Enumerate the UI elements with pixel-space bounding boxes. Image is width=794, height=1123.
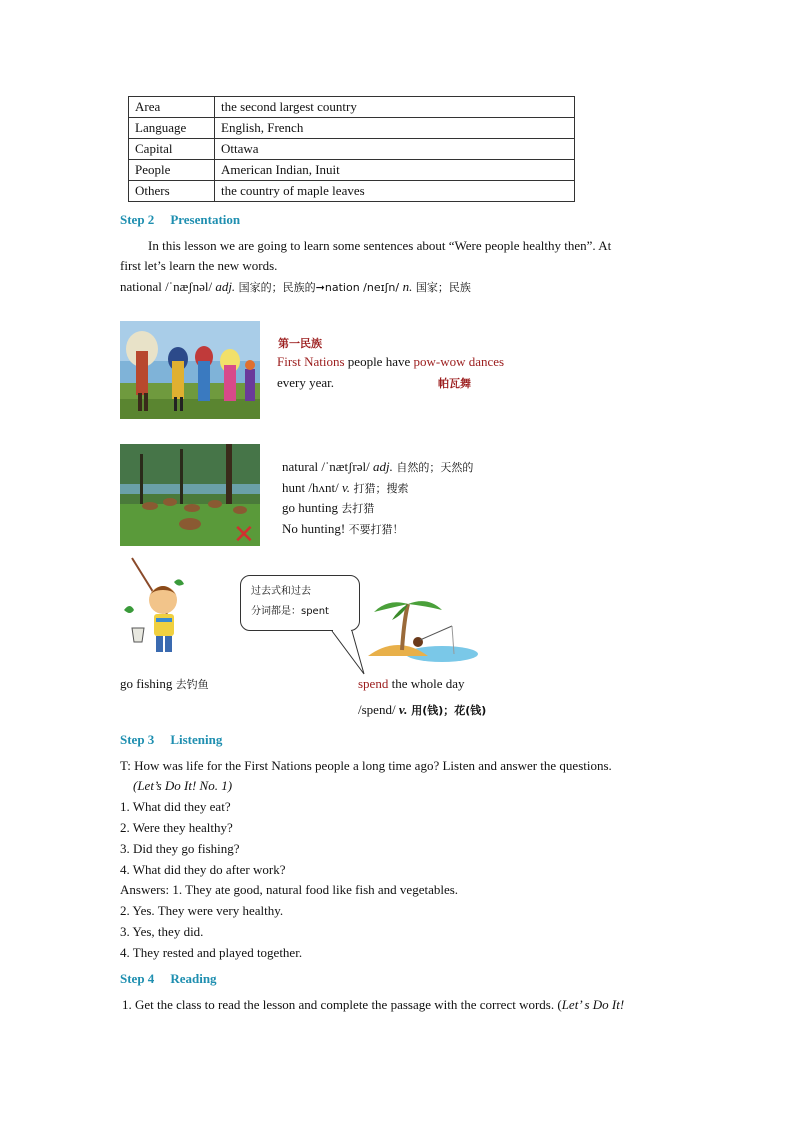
- powwow-zh: 帕瓦舞: [438, 377, 471, 390]
- table-cell-key: People: [129, 160, 215, 181]
- step3-question-ref: (Let’s Do It! No. 1): [133, 778, 233, 793]
- vocab-no-hunting-zh: 不要打猎！: [348, 523, 404, 536]
- step4-instruction: [122, 997, 624, 1013]
- vocab-natural-pos: adj.: [372, 459, 393, 474]
- table-row: [129, 139, 575, 160]
- vocab-go-hunting-zh: 去打猎: [341, 502, 375, 515]
- speech-bubble: [240, 575, 360, 631]
- vocab-national-en: national /ˈnæʃnəl/: [120, 279, 216, 294]
- vocab-go-hunting: [282, 500, 374, 516]
- first-nations-line2: every year.: [277, 375, 335, 390]
- step2-title: Presentation: [170, 212, 241, 227]
- vocab-national-zh: 国家的；民族的➞nation /neɪʃn/: [235, 281, 403, 294]
- table-cell-value: English, French: [215, 118, 575, 139]
- question-2: 2. Were they healthy?: [120, 820, 233, 835]
- table-cell-value: American Indian, Inuit: [215, 160, 575, 181]
- vocab-spend-word: spend: [358, 676, 389, 691]
- vocab-spend-def: [358, 702, 486, 718]
- table-row: [129, 118, 575, 139]
- island-fishing-illustration: [362, 596, 480, 664]
- table-row: [129, 160, 575, 181]
- table-cell-key: Area: [129, 97, 215, 118]
- vocab-spend-rest: the whole day: [388, 676, 465, 691]
- first-nations-connector: people have: [344, 354, 414, 369]
- table-cell-key: Others: [129, 181, 215, 202]
- table-row: [129, 181, 575, 202]
- vocab-nation-pos: n.: [402, 279, 413, 294]
- answer-3: 3. Yes, they did.: [120, 924, 204, 939]
- step3-question: T: How was life for the First Nations people a long time ago? Listen and answer the questions.: [120, 758, 612, 773]
- vocab-hunt-en: hunt /hʌnt/: [282, 480, 342, 495]
- first-nations-zh: 第一民族: [278, 337, 322, 350]
- first-nations-term: First Nations: [277, 354, 345, 369]
- vocab-no-hunting: [282, 521, 403, 537]
- vocab-hunt: [282, 480, 409, 496]
- table-row: [129, 97, 575, 118]
- vocab-spend-phon: /spend/: [358, 702, 399, 717]
- no-hunting-x-icon: ✕: [233, 520, 255, 550]
- vocab-go-fishing-zh: 去钓鱼: [175, 678, 209, 691]
- vocab-nation-zh: 国家；民族: [412, 281, 471, 294]
- step3-title: Listening: [170, 732, 223, 747]
- table-cell-value: the country of maple leaves: [215, 181, 575, 202]
- vocab-no-hunting-en: No hunting!: [282, 521, 349, 536]
- step2-label: Step 2: [120, 212, 155, 227]
- step4-instruction-text: 1. Get the class to read the lesson and complete the passage with the correct words. (: [122, 997, 562, 1012]
- step2-heading: [120, 212, 240, 228]
- question-3: 3. Did they go fishing?: [120, 841, 240, 856]
- vocab-national: [120, 279, 471, 295]
- step4-label: Step 4: [120, 971, 155, 986]
- table-cell-key: Capital: [129, 139, 215, 160]
- vocab-spend-pos: v.: [398, 702, 408, 717]
- boy-fishing-illustration: [118, 556, 198, 664]
- table-cell-key: Language: [129, 118, 215, 139]
- vocab-natural: [282, 459, 473, 475]
- vocab-go-fishing-en: go fishing: [120, 676, 176, 691]
- answer-2: 2. Yes. They were very healthy.: [120, 903, 284, 918]
- step3-heading: [120, 732, 222, 748]
- answer-1: Answers: 1. They ate good, natural food like fish and vegetables.: [120, 882, 459, 897]
- bubble-line1: 过去式和过去: [251, 586, 311, 597]
- table-cell-value: the second largest country: [215, 97, 575, 118]
- feather-dancers-photo: [120, 321, 260, 419]
- bubble-line2: 分词都是：spent: [251, 606, 329, 617]
- vocab-natural-en: natural /ˈnætʃrəl/: [282, 459, 373, 474]
- vocab-spend: [358, 676, 465, 692]
- step3-label: Step 3: [120, 732, 155, 747]
- vocab-natural-zh: 自然的；天然的: [392, 461, 474, 474]
- facts-table: [128, 96, 575, 202]
- powwow-term: pow-wow dances: [413, 354, 505, 369]
- table-cell-value: Ottawa: [215, 139, 575, 160]
- vocab-hunt-pos: v.: [341, 480, 351, 495]
- vocab-national-pos: adj.: [215, 279, 236, 294]
- first-nations-line1: [277, 354, 504, 370]
- step2-intro-line2: first let’s learn the new words.: [120, 258, 278, 273]
- step4-heading: [120, 971, 217, 987]
- vocab-hunt-zh: 打猎；搜索: [350, 482, 409, 495]
- answer-4: 4. They rested and played together.: [120, 945, 303, 960]
- step4-title: Reading: [170, 971, 217, 986]
- vocab-go-fishing: [120, 676, 209, 692]
- vocab-go-hunting-en: go hunting: [282, 500, 342, 515]
- step4-instruction-ref: Let’ s Do It!: [561, 997, 625, 1012]
- step2-intro-line1: In this lesson we are going to learn some sentences about “Were people healthy then”. At: [148, 238, 612, 253]
- question-4: 4. What did they do after work?: [120, 862, 286, 877]
- question-1: 1. What did they eat?: [120, 799, 231, 814]
- vocab-spend-zh: 用(钱)；花(钱): [407, 704, 487, 717]
